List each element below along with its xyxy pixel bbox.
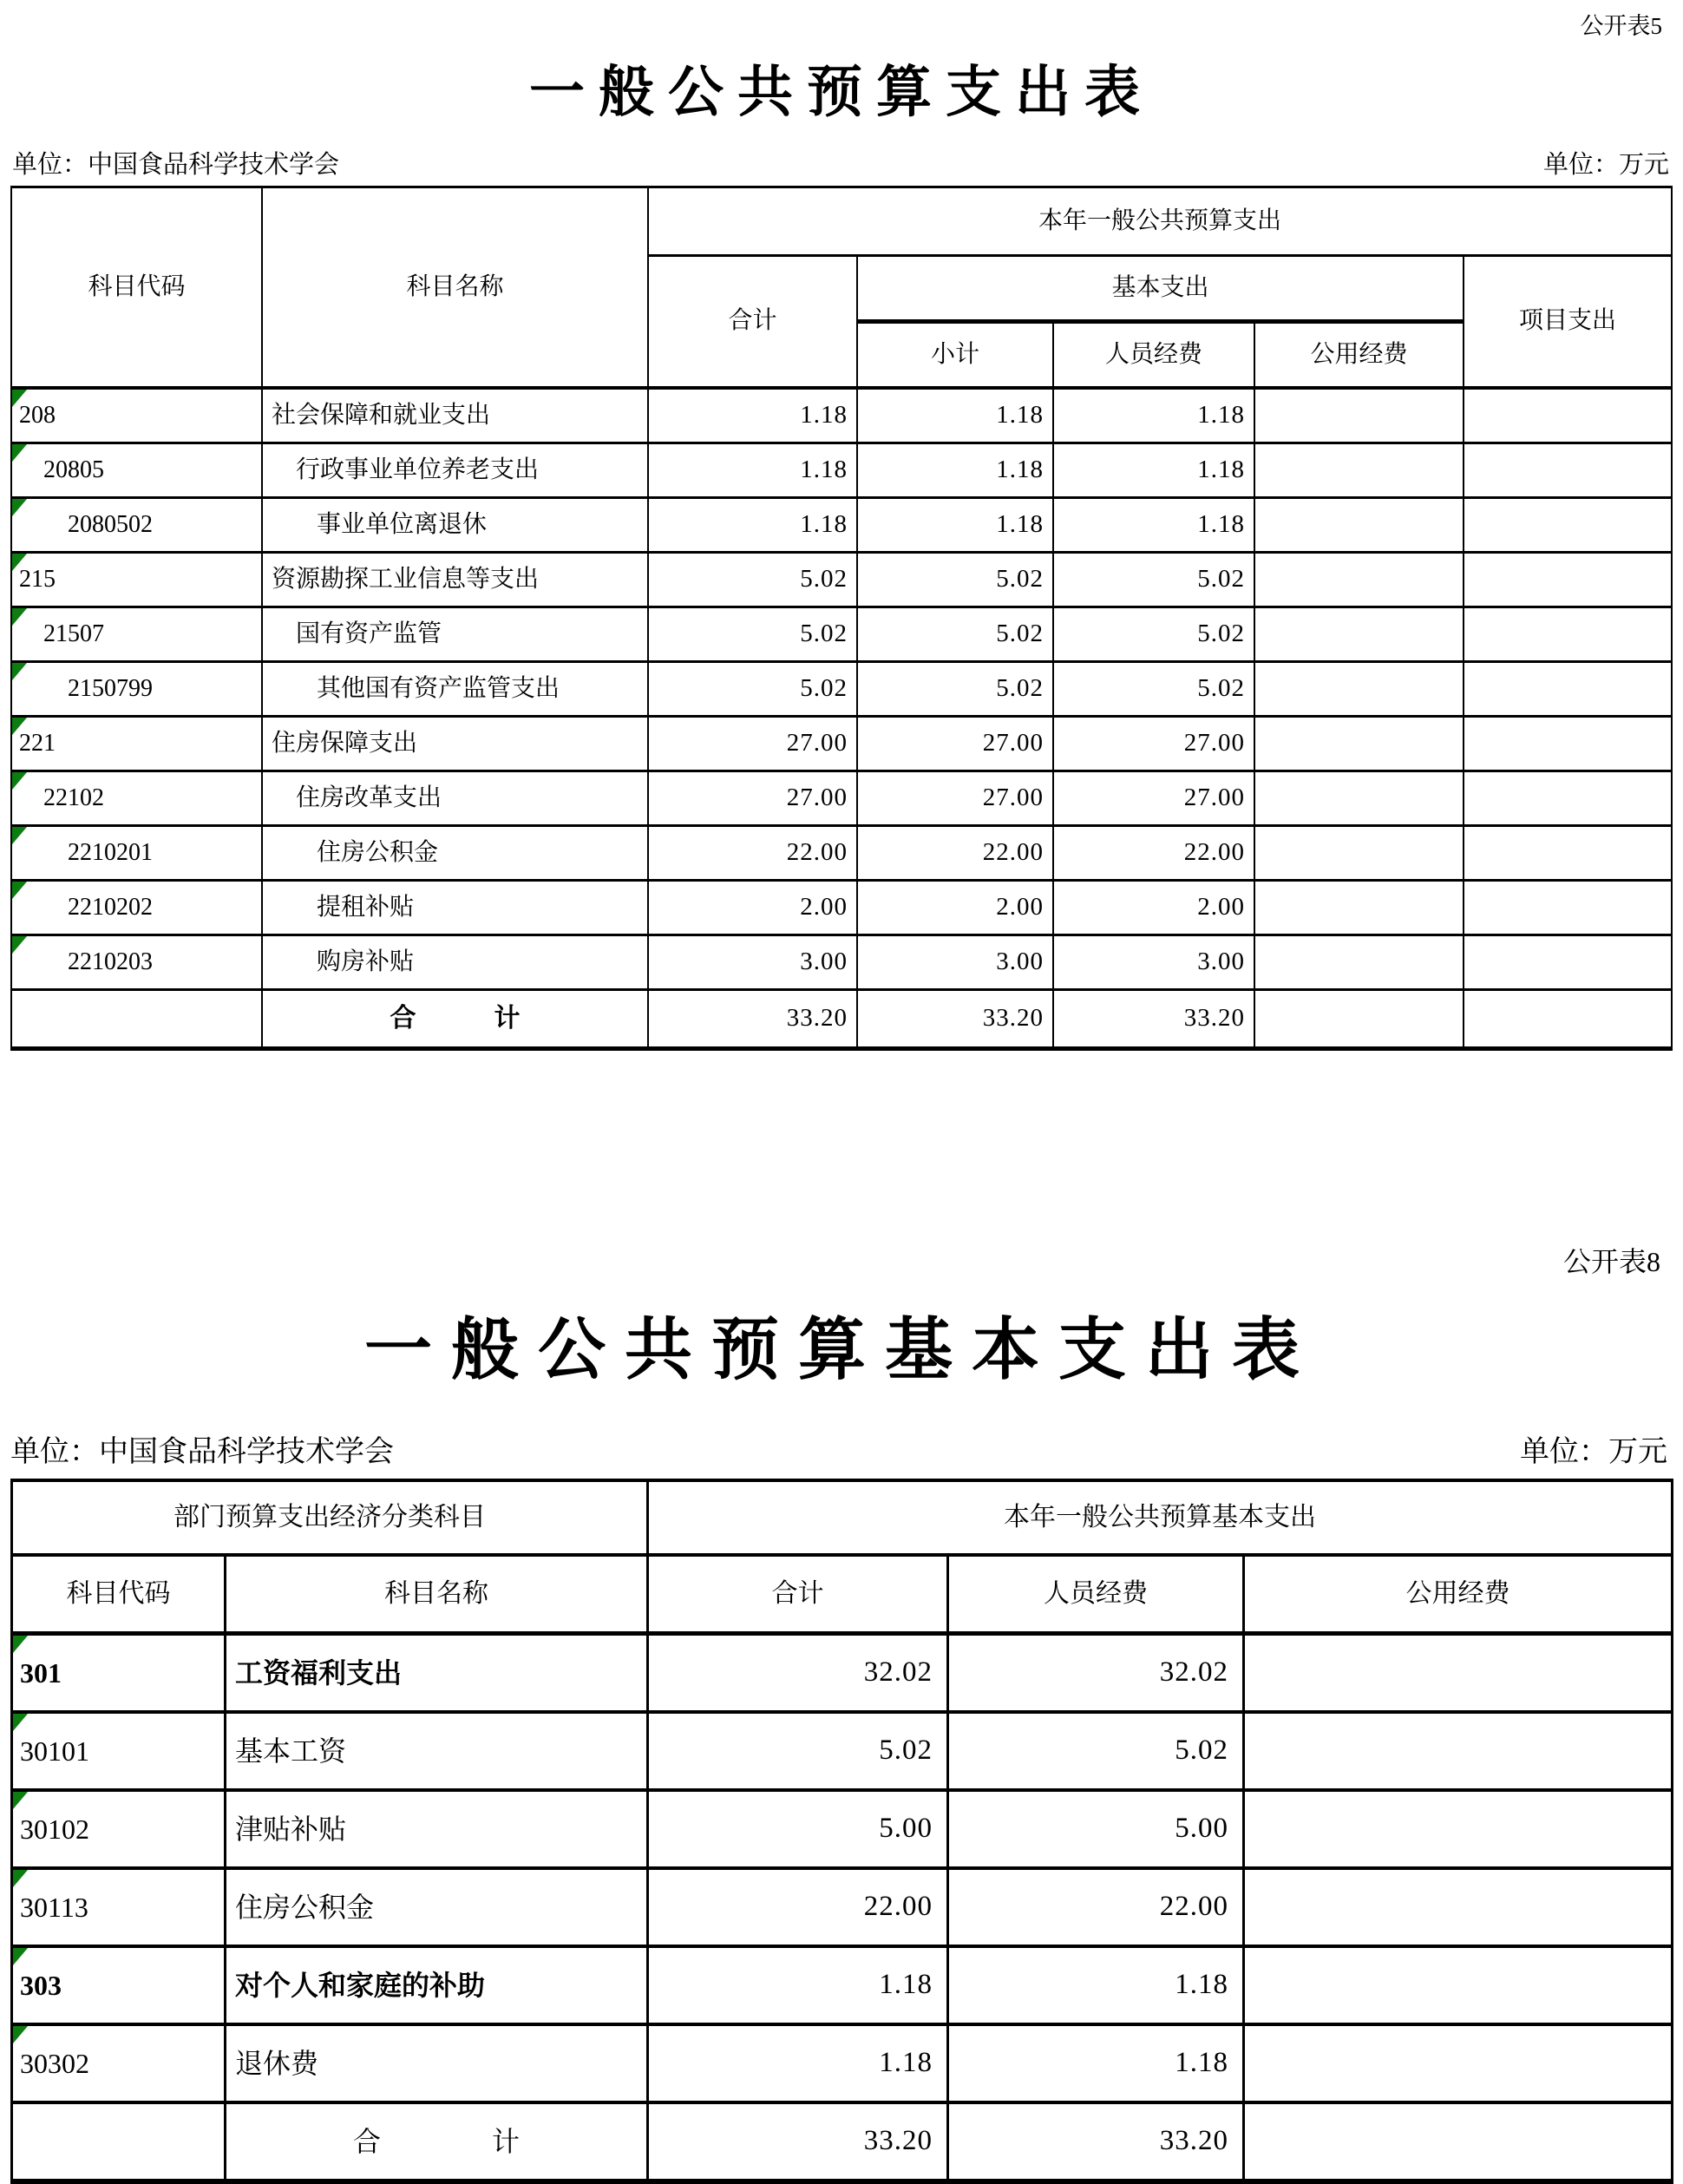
personnel-cell: 1.18	[1053, 388, 1254, 443]
personnel-cell: 22.00	[948, 1868, 1244, 1946]
total-cell: 1.18	[648, 388, 857, 443]
total-label-cell: 合 计	[262, 990, 648, 1049]
subtotal-cell: 22.00	[857, 826, 1053, 881]
table5-title: 一般公共预算支出表	[529, 62, 1154, 123]
subtotal-cell: 27.00	[857, 717, 1053, 771]
personnel-cell: 2.00	[1053, 881, 1254, 935]
name-cell: 基本工资	[226, 1712, 648, 1790]
doc-tag-table8: 公开表8	[1562, 1246, 1660, 1277]
public-cell	[1254, 498, 1464, 553]
grand-total-row	[12, 2102, 1673, 2181]
total-cell: 5.02	[648, 662, 857, 717]
personnel-cell: 5.02	[1053, 607, 1254, 662]
name-cell: 国有资产监管	[262, 607, 648, 662]
header-basic-expenditure-group: 基本支出	[857, 256, 1464, 322]
personnel-cell: 5.02	[1053, 553, 1254, 607]
personnel-cell: 33.20	[948, 2102, 1244, 2181]
public-cell	[1254, 826, 1464, 881]
code-cell: 30113	[12, 1868, 226, 1946]
header-row-1	[12, 1480, 1673, 1555]
name-cell: 行政事业单位养老支出	[262, 443, 648, 498]
cell-marker-icon	[12, 663, 27, 680]
public-cell	[1254, 443, 1464, 498]
public-cell	[1254, 388, 1464, 443]
subtotal-cell: 27.00	[857, 771, 1053, 826]
personnel-cell: 5.00	[948, 1790, 1244, 1868]
project-cell	[1464, 388, 1672, 443]
total-cell: 32.02	[648, 1634, 948, 1713]
table-row	[11, 935, 1672, 990]
code-cell: 2150799	[11, 662, 262, 717]
public-cell	[1244, 2024, 1673, 2102]
header-public-funds: 公用经费	[1244, 1555, 1673, 1634]
code-cell: 2210203	[11, 935, 262, 990]
table8-title: 一般公共预算基本支出表	[363, 1312, 1319, 1387]
personnel-cell: 22.00	[1053, 826, 1254, 881]
total-cell: 5.00	[648, 1790, 948, 1868]
subtotal-cell: 5.02	[857, 662, 1053, 717]
table-row	[12, 1946, 1673, 2024]
name-cell: 资源勘探工业信息等支出	[262, 553, 648, 607]
total-cell: 22.00	[648, 826, 857, 881]
header-row-1	[11, 187, 1672, 256]
grand-total-row	[11, 990, 1672, 1049]
name-cell: 事业单位离退休	[262, 498, 648, 553]
table-row	[11, 881, 1672, 935]
name-cell: 社会保障和就业支出	[262, 388, 648, 443]
header-row-2	[12, 1555, 1673, 1634]
table-row	[11, 553, 1672, 607]
personnel-cell: 1.18	[1053, 498, 1254, 553]
project-cell	[1464, 935, 1672, 990]
header-subject-code: 科目代码	[12, 1555, 226, 1634]
code-cell: 30102	[12, 1790, 226, 1868]
unit-currency-label: 单位：万元	[1520, 1436, 1667, 1468]
public-cell	[1244, 1634, 1673, 1713]
subtotal-cell: 5.02	[857, 553, 1053, 607]
total-cell: 1.18	[648, 498, 857, 553]
name-cell: 津贴补贴	[226, 1790, 648, 1868]
personnel-cell: 1.18	[1053, 443, 1254, 498]
project-cell	[1464, 607, 1672, 662]
cell-marker-icon	[12, 444, 27, 462]
total-cell: 1.18	[648, 1946, 948, 2024]
cell-marker-icon	[12, 772, 27, 790]
general-public-budget-expenditure-table	[10, 186, 1673, 1051]
name-cell: 工资福利支出	[226, 1634, 648, 1713]
code-cell: 221	[11, 717, 262, 771]
code-cell	[11, 990, 262, 1049]
public-cell	[1254, 662, 1464, 717]
public-cell	[1254, 990, 1464, 1049]
code-cell: 301	[12, 1634, 226, 1713]
personnel-cell: 1.18	[948, 2024, 1244, 2102]
header-total: 合计	[648, 256, 857, 389]
cell-marker-icon	[13, 1948, 28, 1965]
subtotal-cell: 1.18	[857, 388, 1053, 443]
personnel-cell: 27.00	[1053, 717, 1254, 771]
subtotal-cell: 1.18	[857, 443, 1053, 498]
personnel-cell: 3.00	[1053, 935, 1254, 990]
public-cell	[1254, 771, 1464, 826]
public-cell	[1254, 717, 1464, 771]
project-cell	[1464, 443, 1672, 498]
table-row	[12, 1634, 1673, 1713]
name-cell: 住房保障支出	[262, 717, 648, 771]
table5-unit-row	[12, 145, 1669, 180]
header-subject-name: 科目名称	[226, 1555, 648, 1634]
code-cell: 215	[11, 553, 262, 607]
cell-marker-icon	[12, 827, 27, 844]
header-current-year-basic-group: 本年一般公共预算基本支出	[648, 1480, 1673, 1555]
cell-marker-icon	[13, 1636, 28, 1653]
project-cell	[1464, 881, 1672, 935]
personnel-cell: 1.18	[948, 1946, 1244, 2024]
public-cell	[1254, 935, 1464, 990]
code-cell: 303	[12, 1946, 226, 2024]
project-cell	[1464, 553, 1672, 607]
personnel-cell: 5.02	[1053, 662, 1254, 717]
public-cell	[1244, 1868, 1673, 1946]
total-cell: 2.00	[648, 881, 857, 935]
unit-org-label: 单位：中国食品科学技术学会	[10, 1436, 394, 1468]
public-cell	[1254, 881, 1464, 935]
personnel-cell: 32.02	[948, 1634, 1244, 1713]
name-cell: 退休费	[226, 2024, 648, 2102]
table-row	[11, 826, 1672, 881]
cell-marker-icon	[13, 1714, 28, 1731]
code-cell	[12, 2102, 226, 2181]
total-cell: 5.02	[648, 607, 857, 662]
table8-unit-row	[10, 1427, 1667, 1470]
name-cell: 住房公积金	[262, 826, 648, 881]
personnel-cell: 33.20	[1053, 990, 1254, 1049]
doc-tag-table5: 公开表5	[1580, 13, 1662, 39]
total-cell: 22.00	[648, 1868, 948, 1946]
public-cell	[1244, 1712, 1673, 1790]
header-subtotal: 小计	[857, 322, 1053, 389]
cell-marker-icon	[12, 882, 27, 899]
code-cell: 2210201	[11, 826, 262, 881]
table-row	[11, 662, 1672, 717]
header-subject-code: 科目代码	[11, 187, 262, 389]
project-cell	[1464, 771, 1672, 826]
subtotal-cell: 33.20	[857, 990, 1053, 1049]
total-cell: 1.18	[648, 2024, 948, 2102]
general-public-budget-basic-expenditure-table	[10, 1479, 1673, 2184]
table-row	[11, 443, 1672, 498]
project-cell	[1464, 826, 1672, 881]
total-cell: 1.18	[648, 443, 857, 498]
subtotal-cell: 3.00	[857, 935, 1053, 990]
header-subject-name: 科目名称	[262, 187, 648, 389]
public-cell	[1244, 1790, 1673, 1868]
subtotal-cell: 2.00	[857, 881, 1053, 935]
name-cell: 对个人和家庭的补助	[226, 1946, 648, 2024]
subtotal-cell: 1.18	[857, 498, 1053, 553]
project-cell	[1464, 498, 1672, 553]
table-row	[11, 607, 1672, 662]
name-cell: 住房公积金	[226, 1868, 648, 1946]
cell-marker-icon	[12, 608, 27, 626]
total-cell: 27.00	[648, 717, 857, 771]
table-row	[11, 771, 1672, 826]
code-cell: 30302	[12, 2024, 226, 2102]
header-classification-group: 部门预算支出经济分类科目	[12, 1480, 648, 1555]
personnel-cell: 5.02	[948, 1712, 1244, 1790]
table-row	[12, 1868, 1673, 1946]
name-cell: 住房改革支出	[262, 771, 648, 826]
code-cell: 22102	[11, 771, 262, 826]
project-cell	[1464, 717, 1672, 771]
cell-marker-icon	[13, 1792, 28, 1809]
public-cell	[1244, 2102, 1673, 2181]
cell-marker-icon	[13, 2026, 28, 2043]
table-row	[11, 498, 1672, 553]
header-personnel-funds: 人员经费	[948, 1555, 1244, 1634]
code-cell: 30101	[12, 1712, 226, 1790]
total-cell: 33.20	[648, 990, 857, 1049]
personnel-cell: 27.00	[1053, 771, 1254, 826]
name-cell: 购房补贴	[262, 935, 648, 990]
header-personnel-funds: 人员经费	[1053, 322, 1254, 389]
header-total: 合计	[648, 1555, 948, 1634]
total-cell: 5.02	[648, 553, 857, 607]
public-cell	[1254, 607, 1464, 662]
cell-marker-icon	[12, 499, 27, 516]
total-cell: 5.02	[648, 1712, 948, 1790]
name-cell: 提租补贴	[262, 881, 648, 935]
total-cell: 3.00	[648, 935, 857, 990]
header-public-funds: 公用经费	[1254, 322, 1464, 389]
unit-currency-label: 单位：万元	[1542, 151, 1669, 179]
table-row	[11, 717, 1672, 771]
project-cell	[1464, 990, 1672, 1049]
table-row	[12, 1712, 1673, 1790]
total-cell: 33.20	[648, 2102, 948, 2181]
table-row	[11, 388, 1672, 443]
total-cell: 27.00	[648, 771, 857, 826]
table-row	[12, 1790, 1673, 1868]
header-current-year-group: 本年一般公共预算支出	[648, 187, 1672, 256]
code-cell: 208	[11, 388, 262, 443]
table-row	[12, 2024, 1673, 2102]
total-label-cell: 合 计	[226, 2102, 648, 2181]
code-cell: 2080502	[11, 498, 262, 553]
code-cell: 21507	[11, 607, 262, 662]
header-project-expenditure: 项目支出	[1464, 256, 1672, 389]
project-cell	[1464, 662, 1672, 717]
subtotal-cell: 5.02	[857, 607, 1053, 662]
code-cell: 20805	[11, 443, 262, 498]
name-cell: 其他国有资产监管支出	[262, 662, 648, 717]
code-cell: 2210202	[11, 881, 262, 935]
cell-marker-icon	[12, 936, 27, 954]
public-cell	[1244, 1946, 1673, 2024]
public-cell	[1254, 553, 1464, 607]
unit-org-label: 单位：中国食品科学技术学会	[12, 151, 340, 179]
cell-marker-icon	[13, 1870, 28, 1887]
